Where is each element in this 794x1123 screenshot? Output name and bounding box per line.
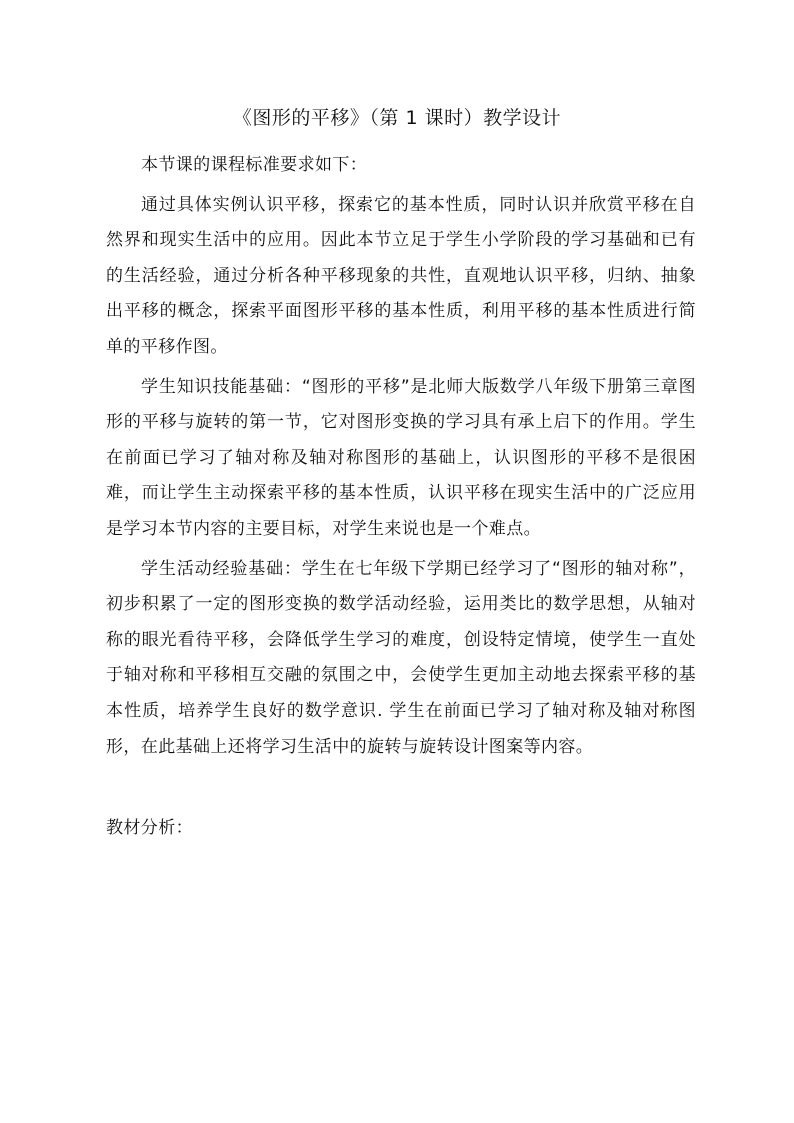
document-body [106, 148, 696, 847]
activity-experience-paragraph: 学生活动经验基础：学生在七年级下学期已经学习了“图形的轴对称”，初步积累了一定的图形变换的数学活动经验，运用类比的数学思想，从轴对称的眼光看待平移，会降低学生学习的难度，创设特定情境，使学生一直处于轴对称和平移相互交融的氛围之中，会使学生更加主动地去探索平移的基本性质，培养学生良好的数学意识. 学生在前面已学习了轴对称及轴对称图形，在此基础上还将学习生活中的旋转与旋转设计图案等内容。 [106, 558, 696, 757]
spacer [106, 765, 696, 811]
knowledge-skills-paragraph: 学生知识技能基础：“图形的平移”是北师大版数学八年级下册第三章图形的平移与旋转的第一节，它对图形变换的学习具有承上启下的作用。学生在前面已学习了轴对称及轴对称图形的基础上，认识图形的平移不是很困难，而让学生主动探索平移的基本性质，认识平移在现实生活中的广泛应用是学习本节内容的主要目标，对学生来说也是一个难点。 [106, 376, 696, 539]
section-heading-textbook-analysis: 教材分析： [106, 818, 193, 839]
document-title: 《图形的平移》（第 1 课时）教学设计 [232, 107, 562, 129]
curriculum-standard-paragraph: 通过具体实例认识平移，探索它的基本性质，同时认识并欣赏平移在自然界和现实生活中的应用。因此本节立足于学生小学阶段的学习基础和已有的生活经验，通过分析各种平移现象的共性，直观地认识平移，归纳、抽象出平移的概念，探索平面图形平移的基本性质，利用平移的基本性质进行简单的平移作图。 [106, 194, 696, 357]
intro-paragraph: 本节课的课程标准要求如下： [141, 155, 368, 175]
